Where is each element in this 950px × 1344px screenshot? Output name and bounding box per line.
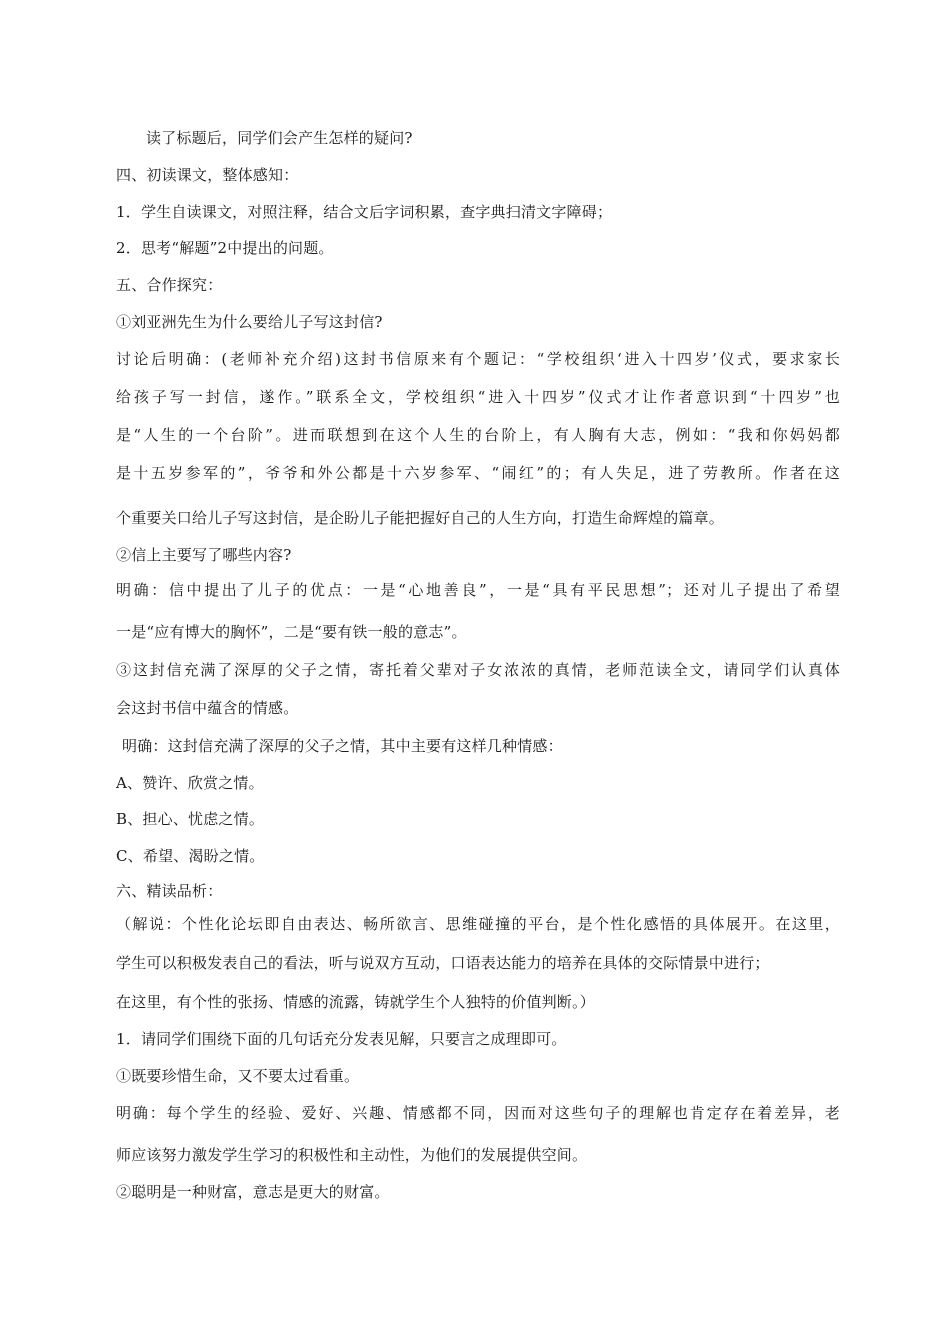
question-line: ②聪明是一种财富，意志是更大的财富。 <box>116 1183 390 1201</box>
text-line: 会这封书信中蕴含的情感。 <box>116 699 299 717</box>
text-line: 明确：每个学生的经验、爱好、兴趣、情感都不同，因而对这些句子的理解也肯定存在着差异，老 <box>116 1104 840 1122</box>
text-line: 读了标题后，同学们会产生怎样的疑问? <box>146 129 413 147</box>
question-line: ①刘亚洲先生为什么要给儿子写这封信? <box>116 313 383 331</box>
text-line: 1．请同学们围绕下面的几句话充分发表见解，只要言之成理即可。 <box>116 1030 567 1048</box>
text-line: 学生可以积极发表自己的看法，听与说双方互动，口语表达能力的培养在具体的交际情景中进行； <box>116 954 770 972</box>
list-item: B、担心、忧虑之情。 <box>116 810 265 828</box>
list-item: A、赞许、欣赏之情。 <box>116 774 264 792</box>
question-line: ①既要珍惜生命，又不要太过看重。 <box>116 1067 360 1085</box>
text-line: 讨论后明确：(老师补充介绍)这封书信原来有个题记：“学校组织‘进入十四岁’仪式，要求家长 <box>116 350 840 368</box>
section-heading: 五、合作探究： <box>116 276 223 294</box>
question-line: ②信上主要写了哪些内容? <box>116 546 292 564</box>
text-line: 明确：信中提出了儿子的优点：一是“心地善良”，一是“具有平民思想”；还对儿子提出了希望 <box>116 581 840 599</box>
text-line: 明确：这封信充满了深厚的父子之情，其中主要有这样几种情感： <box>122 737 563 755</box>
question-line: ③这封信充满了深厚的父子之情，寄托着父辈对子女浓浓的真情，老师范读全文，请同学们认真体 <box>116 661 840 679</box>
text-line: 个重要关口给儿子写这封信，是企盼儿子能把握好自己的人生方向，打造生命辉煌的篇章。 <box>116 509 725 527</box>
list-item: C、希望、渴盼之情。 <box>116 847 265 865</box>
text-line: （解说：个性化论坛即自由表达、畅所欲言、思维碰撞的平台，是个性化感悟的具体展开。在这里， <box>116 915 840 933</box>
text-line: 1．学生自读课文，对照注释，结合文后字词积累，查字典扫清文字障碍； <box>116 203 613 221</box>
section-heading: 六、精读品析： <box>116 882 223 900</box>
section-heading: 四、初读课文，整体感知： <box>116 166 299 184</box>
text-line: 一是“应有博大的胸怀”，二是“要有铁一般的意志”。 <box>116 623 467 641</box>
text-line: 是十五岁参军的”，爷爷和外公都是十六岁参军、“闹红”的；有人失足，进了劳教所。作者在这 <box>116 464 840 482</box>
text-line: 师应该努力激发学生学习的积极性和主动性，为他们的发展提供空间。 <box>116 1146 588 1164</box>
text-line: 给孩子写一封信，遂作。”联系全文，学校组织“进入十四岁”仪式才让作者意识到“十四岁”也 <box>116 388 840 406</box>
text-line: 是“人生的一个台阶”。进而联想到在这个人生的台阶上，有人胸有大志，例如：“我和你妈妈都 <box>116 426 840 444</box>
text-line: 2．思考“解题”2中提出的问题。 <box>116 239 334 257</box>
text-line: 在这里，有个性的张扬、情感的流露，铸就学生个人独特的价值判断。） <box>116 993 595 1011</box>
